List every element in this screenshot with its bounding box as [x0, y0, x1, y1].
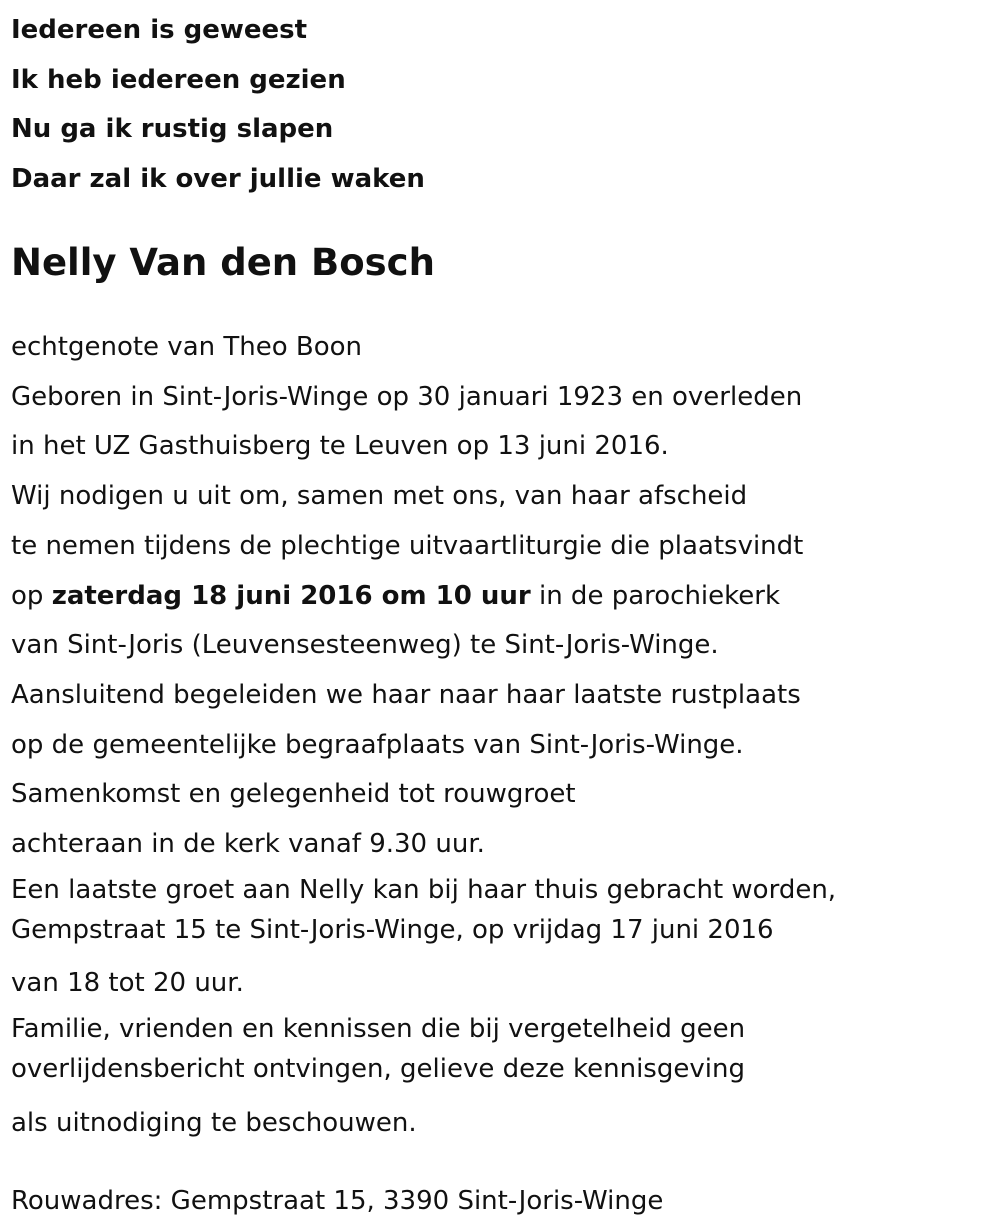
poem-line-2: Ik heb iedereen gezien [11, 64, 346, 95]
church-line: van Sint-Joris (Leuvensesteenweg) te Sint-Joris-Winge. [11, 630, 719, 661]
visit-line-2: Gempstraat 15 te Sint-Joris-Winge, op vrijdag 17 juni 2016 [11, 914, 774, 945]
poem-line-1: Iedereen is geweest [11, 15, 308, 45]
visit-line-3: van 18 tot 20 uur. [11, 968, 244, 999]
poem-line-3: Nu ga ik rustig slapen [11, 114, 334, 144]
announcement-body [11, 323, 991, 1149]
deceased-name: Nelly Van den Bosch [11, 241, 435, 284]
burial-line-2: op de gemeentelijke begraafplaats van Sint-Joris-Winge. [11, 729, 744, 760]
burial-line-1: Aansluitend begeleiden we haar naar haar laatste rustplaats [11, 679, 801, 710]
spouse-line: echtgenote van Theo Boon [11, 332, 363, 362]
service-line [11, 572, 991, 622]
notice-line-1: Familie, vrienden en kennissen die bij vergetelheid geen [11, 1014, 746, 1045]
invite-line-1: Wij nodigen u uit om, samen met ons, van haar afscheid [11, 481, 748, 512]
condolence-line-2: achteraan in de kerk vanaf 9.30 uur. [11, 829, 485, 860]
condolence-line-1: Samenkomst en gelegenheid tot rouwgroet [11, 779, 576, 810]
notice-line-3: als uitnodiging te beschouwen. [11, 1107, 417, 1138]
born-died-line-2: in het UZ Gasthuisberg te Leuven op 13 juni 2016. [11, 431, 669, 462]
notice-line-2: overlijdensbericht ontvingen, gelieve deze kennisgeving [11, 1054, 745, 1085]
service-suffix: in de parochiekerk [530, 580, 781, 611]
obituary-document [11, 0, 991, 1221]
poem-line-4: Daar zal ik over jullie waken [11, 163, 425, 194]
service-datetime: zaterdag 18 juni 2016 om 10 uur [51, 580, 531, 611]
service-prefix: op [11, 580, 52, 611]
born-died-line-1: Geboren in Sint-Joris-Winge op 30 januari 1923 en overleden [11, 381, 803, 412]
invite-line-2: te nemen tijdens de plechtige uitvaartliturgie die plaatsvindt [11, 530, 804, 561]
visit-line-1: Een laatste groet aan Nelly kan bij haar thuis gebracht worden, [11, 874, 837, 905]
poem [11, 0, 991, 204]
mourning-address: Rouwadres: Gempstraat 15, 3390 Sint-Joris-Winge [11, 1185, 664, 1216]
